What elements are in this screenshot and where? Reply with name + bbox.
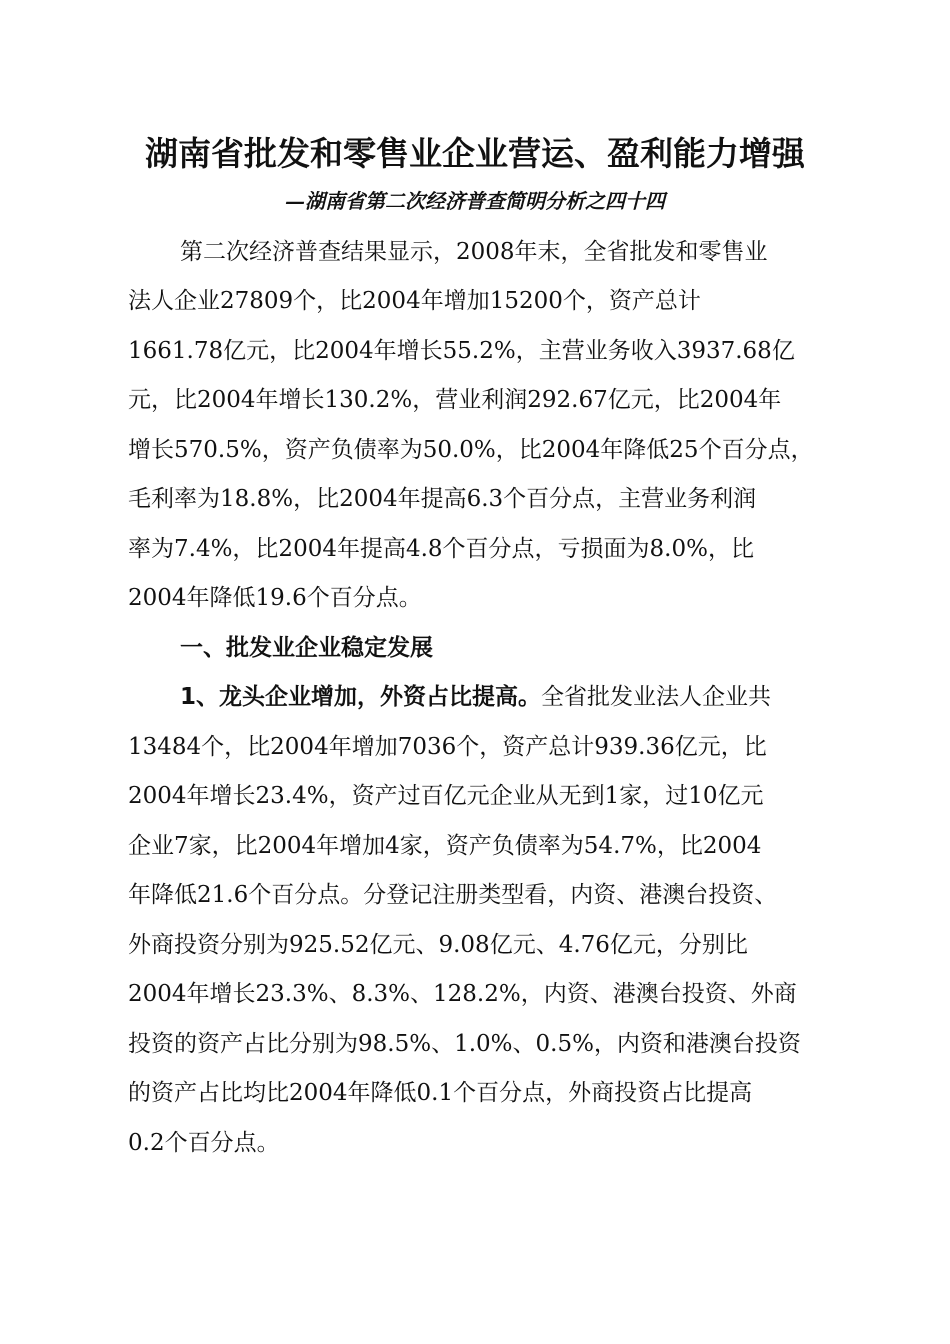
section-heading: 一、批发业企业稳定发展 — [180, 635, 433, 661]
paragraph-1-line-2: 法人企业27809个，比2004年增加15200个，资产总计 — [128, 288, 701, 314]
subsection-first-line — [180, 680, 771, 714]
subsection-lead: 1、龙头企业增加，外资占比提高。 — [180, 684, 542, 710]
paragraph-1-line-4: 元，比2004年增长130.2%，营业利润292.67亿元，比2004年 — [128, 387, 782, 413]
paragraph-2-line-3: 企业7家，比2004年增加4家，资产负债率为54.7%，比2004 — [128, 833, 762, 859]
paragraph-2-line-8: 的资产占比均比2004年降低0.1个百分点，外商投资占比提高 — [128, 1080, 753, 1106]
paragraph-1-line-5: 增长570.5%，资产负债率为50.0%，比2004年降低25个百分点， — [128, 437, 814, 463]
document-subtitle: —湖南省第二次经济普查简明分析之四十四 — [285, 189, 665, 213]
paragraph-1-line-1: 第二次经济普查结果显示，2008年末，全省批发和零售业 — [180, 239, 768, 265]
paragraph-1-line-3: 1661.78亿元，比2004年增长55.2%，主营业务收入3937.68亿 — [128, 338, 795, 364]
paragraph-1-line-8: 2004年降低19.6个百分点。 — [128, 585, 422, 611]
paragraph-2-line-2: 2004年增长23.4%，资产过百亿元企业从无到1家，过10亿元 — [128, 783, 764, 809]
paragraph-1-line-6: 毛利率为18.8%，比2004年提高6.3个百分点，主营业务利润 — [128, 486, 757, 512]
paragraph-2-line-4: 年降低21.6个百分点。分登记注册类型看，内资、港澳台投资、 — [128, 882, 778, 908]
paragraph-2-line-7: 投资的资产占比分别为98.5%、1.0%、0.5%，内资和港澳台投资 — [128, 1031, 801, 1057]
paragraph-2-line-9: 0.2个百分点。 — [128, 1130, 280, 1156]
paragraph-2-line-5: 外商投资分别为925.52亿元、9.08亿元、4.76亿元，分别比 — [128, 932, 748, 958]
paragraph-2-line-6: 2004年增长23.3%、8.3%、128.2%，内资、港澳台投资、外商 — [128, 981, 797, 1007]
subsection-lead-rest: 全省批发业法人企业共 — [541, 684, 772, 710]
paragraph-1-line-7: 率为7.4%，比2004年提高4.8个百分点，亏损面为8.0%，比 — [128, 536, 754, 562]
document-title: 湖南省批发和零售业企业营运、盈利能力增强 — [145, 134, 805, 173]
paragraph-2-line-1: 13484个，比2004年增加7036个，资产总计939.36亿元，比 — [128, 734, 767, 760]
